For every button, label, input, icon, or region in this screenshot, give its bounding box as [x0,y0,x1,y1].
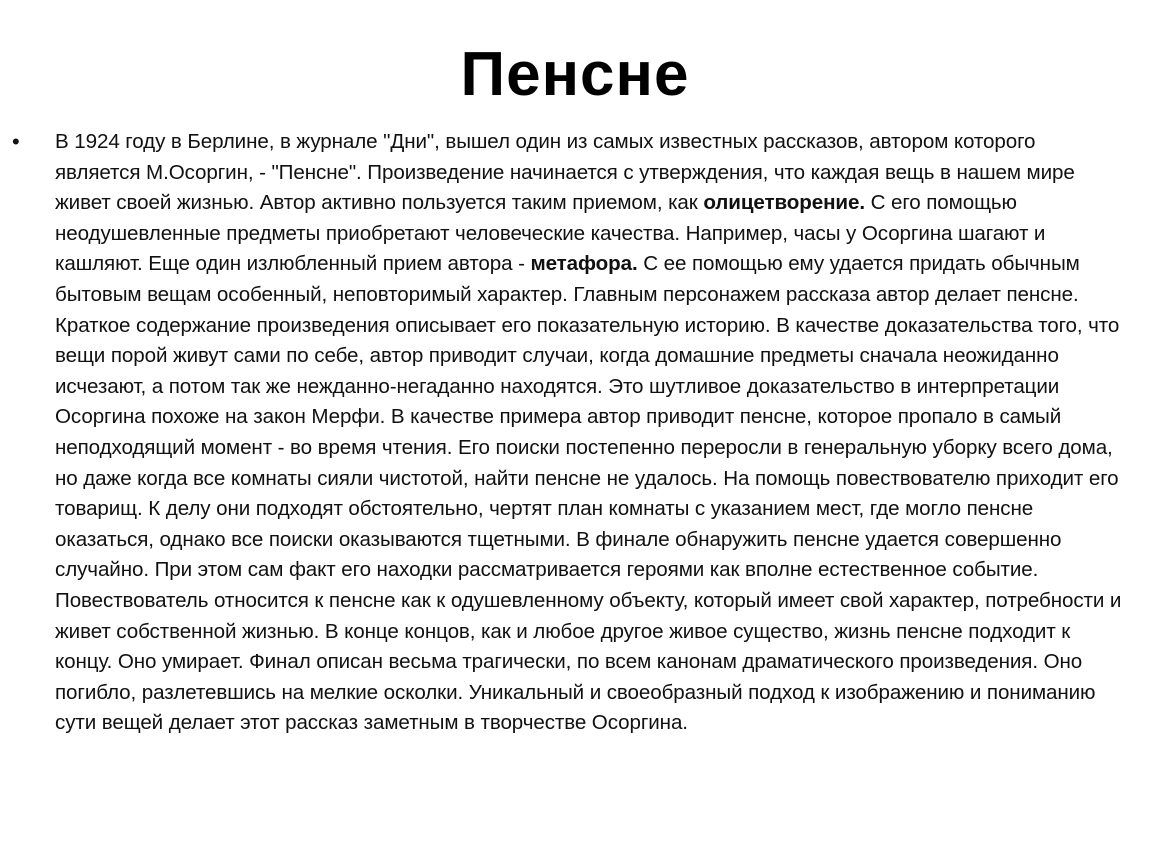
term-metaphor: метафора. [530,252,638,276]
paragraph-text-part-1: В 1924 году в Берлине, в журнале "Дни", вышел один из самых известных рассказов, автором которого является М.Осоргин, - "Пенсне". Произведение начинается с утверждения, что каждая вещь в нашем мире живет своей жизнью. Автор активно пользуется таким приемом, как [55,130,1075,215]
bullet-paragraph [55,127,1122,739]
slide-title: Пенсне [460,40,690,109]
bullet-marker: • [12,129,20,154]
bullet-item [12,127,1122,739]
term-personification: олицетворение. [703,191,865,215]
paragraph-text-part-3: С ее помощью ему удается придать обычным бытовым вещам особенный, неповторимый характер. Главным персонажем рассказа автор делает пенсне. Краткое содержание произведения описывает его показательную историю. В качестве доказательства того, что вещи порой живут сами по себе, автор приводит случаи, когда домашние предметы сначала неожиданно исчезают, а потом так же нежданно-негаданно находятся. Это шутливое доказательство в интерпретации Осоргина похоже на закон Мерфи. В качестве примера автор приводит пенсне, которое пропало в самый неподходящий момент - во время чтения. Его поиски постепенно переросли в генеральную уборку всего дома, но даже когда все комнаты сияли чистотой, найти пенсне не удалось. На помощь повествователю приходит его товарищ. К делу они подходят обстоятельно, чертят план комнаты с указанием мест, где могло пенсне оказаться, однако все поиски оказываются тщетными. В финале обнаружить пенсне удается совершенно случайно. При этом сам факт его находки рассматривается героями как вполне естественное событие. Повествователь относится к пенсне как к одушевленному объекту, который имеет свой характер, потребности и живет собственной жизнью. В конце концов, как и любое другое живое существо, жизнь пенсне подходит к концу. Оно умирает. Финал описан весьма трагически, по всем канонам драматического произведения. Оно погибло, разлетевшись на мелкие осколки. Уникальный и своеобразный подход к изображению и пониманию сути вещей делает этот рассказ заметным в творчестве Осоргина. [55,252,1122,735]
paragraph-text-part-2: С его помощью неодушевленные предметы приобретают человеческие качества. Например, часы у Осоргина шагают и кашляют. Еще один излюбленный прием автора - [55,191,1046,276]
